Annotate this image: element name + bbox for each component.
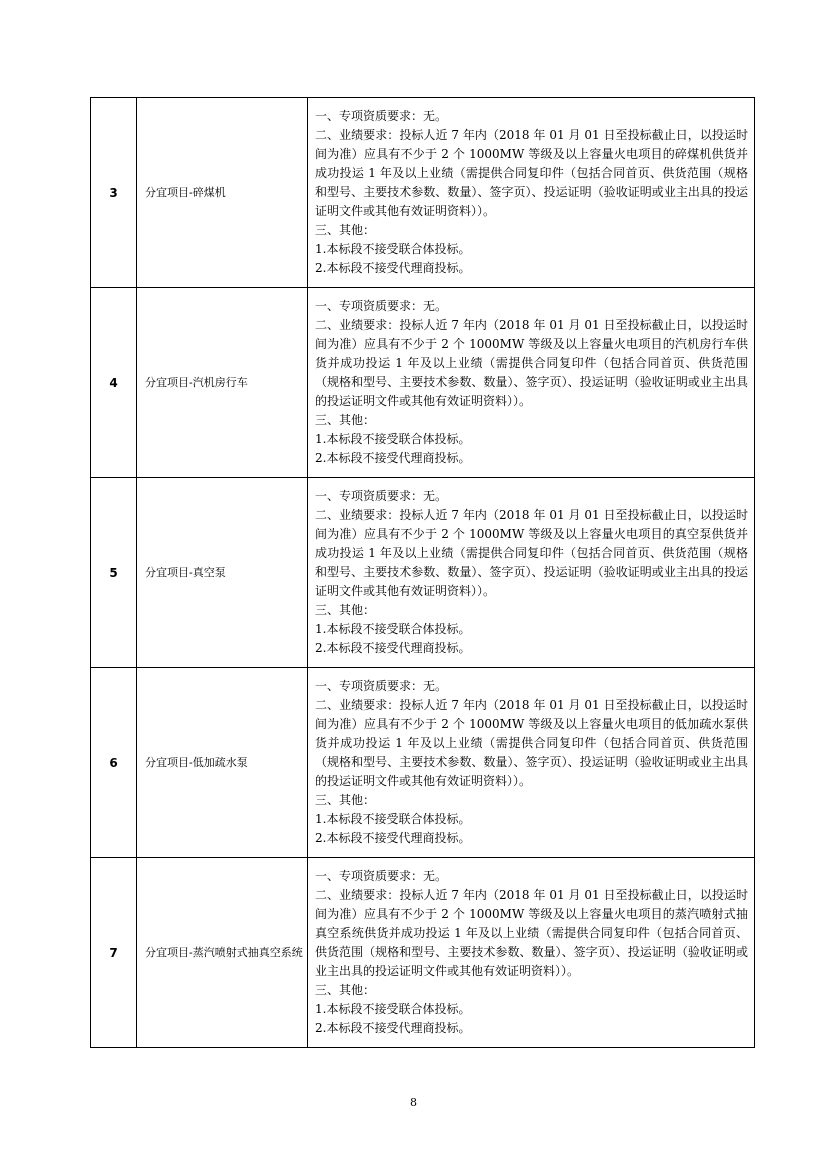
- item-name: 分宜项目-低加疏水泵: [137, 668, 308, 858]
- qualification-requirement: 一、专项资质要求：无。: [315, 679, 448, 693]
- qualification-requirement: 一、专项资质要求：无。: [315, 299, 448, 313]
- row-number: 5: [91, 478, 137, 668]
- row-number: 6: [91, 668, 137, 858]
- no-consortium-note: 1.本标段不接受联合体投标。: [315, 622, 471, 636]
- performance-requirement: 二、业绩要求：投标人近 7 年内（2018 年 01 月 01 日至投标截止日，以投运时间为准）应具有不少于 2 个 1000MW 等级及以上容量火电项目的低加疏水泵供货并成功投运 1 年及以上业绩（需提供合同复印件（包括合同首页、供货范围（规格和型号、主要技术参数、数量）、签字页）、投运证明（验收证明或业主出具的投运证明文件或其他有效证明资料））。: [315, 698, 748, 788]
- qualification-requirement: 一、专项资质要求：无。: [315, 489, 448, 503]
- no-consortium-note: 1.本标段不接受联合体投标。: [315, 432, 471, 446]
- no-consortium-note: 1.本标段不接受联合体投标。: [315, 242, 471, 256]
- other-heading: 三、其他：: [315, 793, 376, 807]
- no-agent-note: 2.本标段不接受代理商投标。: [315, 261, 471, 275]
- performance-requirement: 二、业绩要求：投标人近 7 年内（2018 年 01 月 01 日至投标截止日，以投运时间为准）应具有不少于 2 个 1000MW 等级及以上容量火电项目的真空泵供货并成功投运 1 年及以上业绩（需提供合同复印件（包括合同首页、供货范围（规格和型号、主要技术参数、数量）、签字页）、投运证明（验收证明或业主出具的投运证明文件或其他有效证明资料））。: [315, 508, 748, 598]
- page-number: 8: [410, 1096, 417, 1109]
- no-agent-note: 2.本标段不接受代理商投标。: [315, 831, 471, 845]
- performance-requirement: 二、业绩要求：投标人近 7 年内（2018 年 01 月 01 日至投标截止日，以投运时间为准）应具有不少于 2 个 1000MW 等级及以上容量火电项目的碎煤机供货并成功投运 1 年及以上业绩（需提供合同复印件（包括合同首页、供货范围（规格和型号、主要技术参数、数量）、签字页）、投运证明（验收证明或业主出具的投运证明文件或其他有效证明资料））。: [315, 128, 748, 218]
- no-consortium-note: 1.本标段不接受联合体投标。: [315, 812, 471, 826]
- table-row: [91, 478, 755, 668]
- table-row: [91, 98, 755, 288]
- item-name: 分宜项目-汽机房行车: [137, 288, 308, 478]
- requirements-cell: [308, 98, 755, 288]
- performance-requirement: 二、业绩要求：投标人近 7 年内（2018 年 01 月 01 日至投标截止日，以投运时间为准）应具有不少于 2 个 1000MW 等级及以上容量火电项目的汽机房行车供货并成功投运 1 年及以上业绩（需提供合同复印件（包括合同首页、供货范围（规格和型号、主要技术参数、数量）、签字页）、投运证明（验收证明或业主出具的投运证明文件或其他有效证明资料））。: [315, 318, 748, 408]
- qualification-requirement: 一、专项资质要求：无。: [315, 109, 448, 123]
- other-heading: 三、其他：: [315, 413, 376, 427]
- performance-requirement: 二、业绩要求：投标人近 7 年内（2018 年 01 月 01 日至投标截止日，以投运时间为准）应具有不少于 2 个 1000MW 等级及以上容量火电项目的蒸汽喷射式抽真空系统供货并成功投运 1 年及以上业绩（需提供合同复印件（包括合同首页、供货范围（规格和型号、主要技术参数、数量）、签字页）、投运证明（验收证明或业主出具的投运证明文件或其他有效证明资料））。: [315, 888, 748, 978]
- no-consortium-note: 1.本标段不接受联合体投标。: [315, 1002, 471, 1016]
- requirements-cell: [308, 288, 755, 478]
- item-name: 分宜项目-蒸汽喷射式抽真空系统: [137, 858, 308, 1048]
- no-agent-note: 2.本标段不接受代理商投标。: [315, 451, 471, 465]
- other-heading: 三、其他：: [315, 983, 376, 997]
- table-row: [91, 858, 755, 1048]
- row-number: 7: [91, 858, 137, 1048]
- no-agent-note: 2.本标段不接受代理商投标。: [315, 641, 471, 655]
- row-number: 3: [91, 98, 137, 288]
- other-heading: 三、其他：: [315, 603, 376, 617]
- table-row: [91, 668, 755, 858]
- requirements-cell: [308, 668, 755, 858]
- table-row: [91, 288, 755, 478]
- row-number: 4: [91, 288, 137, 478]
- requirements-table: [90, 97, 755, 1048]
- no-agent-note: 2.本标段不接受代理商投标。: [315, 1021, 471, 1035]
- item-name: 分宜项目-碎煤机: [137, 98, 308, 288]
- requirements-cell: [308, 478, 755, 668]
- other-heading: 三、其他：: [315, 223, 376, 237]
- qualification-requirement: 一、专项资质要求：无。: [315, 869, 448, 883]
- requirements-cell: [308, 858, 755, 1048]
- item-name: 分宜项目-真空泵: [137, 478, 308, 668]
